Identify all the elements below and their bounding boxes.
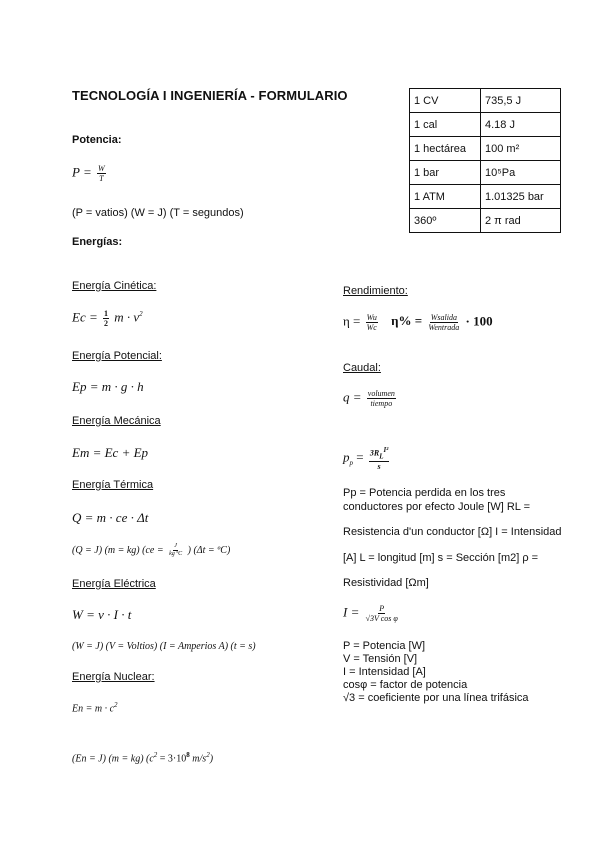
- conversion-unit: 1 bar: [410, 161, 481, 185]
- mecanica-label: Energía Mecánica: [72, 415, 161, 427]
- potencial-label: Energía Potencial:: [72, 350, 162, 362]
- conversion-row: [410, 161, 561, 185]
- perdida-line-1: Pp = Potencia perdida en los tres: [343, 487, 506, 499]
- rendimiento-formula: η = $\frac{Wu}{Wc}$ η% = $\frac{\text{Wsalida}}{\text{Wentrada}}$ · 100: [343, 313, 493, 332]
- caudal-formula: q = $\frac{\text{volumen}}{\text{tiempo}}$: [343, 389, 395, 408]
- termica-formula: Q = m · ce · Δt: [72, 510, 149, 525]
- intensidad-line-5: √3 = coeficiente por una línea trifásica: [343, 692, 529, 704]
- potencia-formula: P = $\frac{W}{T}$: [72, 164, 105, 183]
- conversion-unit: 1 hectárea: [410, 137, 481, 161]
- conversion-table: [409, 88, 561, 233]
- conversion-row: [410, 137, 561, 161]
- conversion-value: 2 π rad: [481, 209, 561, 233]
- potencia-note: (P = vatios) (W = J) (T = segundos): [72, 207, 244, 219]
- page-title: TECNOLOGÍA I INGENIERÍA - FORMULARIO: [72, 88, 348, 103]
- intensidad-line-1: P = Potencia [W]: [343, 640, 426, 652]
- perdida-line-3: Resistencia d'un conductor [Ω] I = Intensidad: [343, 526, 562, 538]
- rendimiento-label: Rendimiento:: [343, 285, 408, 297]
- conversion-unit: 1 cal: [410, 113, 481, 137]
- intensidad-line-4: cosφ = factor de potencia: [343, 679, 468, 691]
- conversion-unit: 360º: [410, 209, 481, 233]
- nuclear-units: (En = J) (m = kg) ($c^2 = 3\cdot 10^8$ $m/s^2$): [72, 751, 214, 765]
- conversion-value: 10⁵Pa: [481, 161, 561, 185]
- intensidad-line-2: V = Tensión [V]: [343, 653, 418, 665]
- nuclear-formula: $En = m \cdot c^2$: [72, 701, 118, 715]
- intensidad-line-3: I = Intensidad [A]: [343, 666, 426, 678]
- conversion-value: 4.18 J: [481, 113, 561, 137]
- electrica-formula: W = v · I · t: [72, 607, 132, 622]
- cinetica-label: Energía Cinética:: [72, 280, 157, 292]
- nuclear-label: Energía Nuclear:: [72, 671, 155, 683]
- perdida-line-5: Resistividad [Ωm]: [343, 577, 429, 589]
- electrica-label: Energía Eléctrica: [72, 578, 156, 590]
- conversion-value: 1.01325 bar: [481, 185, 561, 209]
- mecanica-formula: Em = Ec + Ep: [72, 445, 149, 460]
- potencial-formula: Ep = m · g · h: [72, 379, 144, 394]
- conversion-unit: 1 ATM: [410, 185, 481, 209]
- energias-heading: Energías:: [72, 236, 123, 248]
- perdida-line-2: conductores por efecto Joule [W] RL =: [343, 501, 530, 513]
- intensidad-formula: I = $\frac{P}{\text{√3V cos φ}}$: [343, 604, 398, 623]
- conversion-value: 100 m²: [481, 137, 561, 161]
- conversion-row: [410, 209, 561, 233]
- perdida-formula: $p_p$ = $\frac{3R_L^{I^2}}{s}$: [343, 446, 389, 472]
- potencia-heading: Potencia:: [72, 134, 122, 146]
- conversion-row: [410, 113, 561, 137]
- cinetica-formula: Ec = $\frac{1}{2}$ $m \cdot v^2$: [72, 309, 143, 328]
- perdida-line-4: [A] L = longitud [m] s = Sección [m2] ρ =: [343, 552, 539, 564]
- conversion-row: [410, 185, 561, 209]
- conversion-unit: 1 CV: [410, 89, 481, 113]
- conversion-row: [410, 89, 561, 113]
- termica-label: Energía Térmica: [72, 479, 154, 491]
- conversion-value: 735,5 J: [481, 89, 561, 113]
- caudal-label: Caudal:: [343, 362, 381, 374]
- termica-units: (Q = J) (m = kg) (ce = $\frac{J}{\text{kg ºC}}$ ) (Δt = ºC): [72, 543, 231, 557]
- electrica-units: (W = J) (V = Voltios) (I = Amperios A) (t = s): [72, 641, 256, 652]
